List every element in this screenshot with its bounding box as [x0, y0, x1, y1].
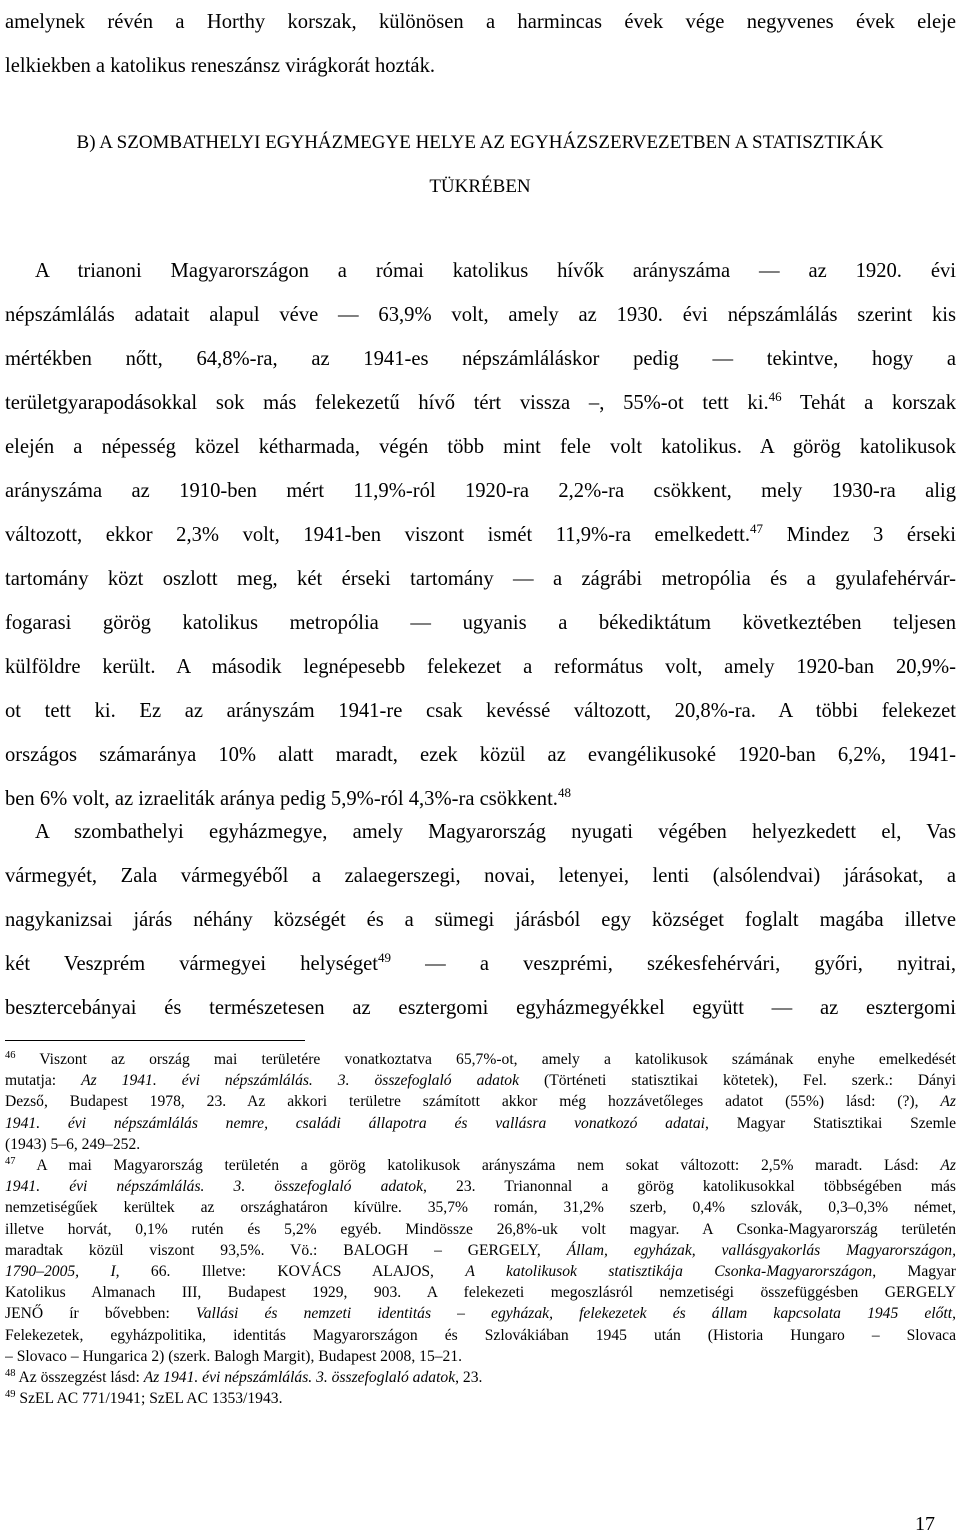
- text-span: Tehát a korszak: [781, 392, 956, 414]
- footnote-49: [5, 1388, 956, 1409]
- footnote-47: [5, 1155, 956, 1176]
- text-span: két Veszprém vármegyei helységet: [5, 953, 379, 975]
- text-span: JENŐ ír bővebben:: [5, 1305, 196, 1323]
- text-span: ,: [952, 1305, 956, 1323]
- text-line: elején a népesség közel kétharmada, végén több mint fele volt katolikus. A görög katolikusok: [5, 436, 956, 458]
- footnote-number: 48: [5, 1367, 16, 1379]
- footnotes: [5, 1049, 956, 1409]
- footnote-ref-46[interactable]: 46: [768, 389, 782, 405]
- citation-title: Az: [940, 1157, 956, 1175]
- footnote-ref-49[interactable]: 49: [378, 950, 392, 966]
- footnote-number: 47: [5, 1155, 16, 1167]
- text-line: A trianoni Magyarországon a római katolikus hívők arányszáma — az 1920. évi: [35, 260, 956, 282]
- footnote-ref-47[interactable]: 47: [750, 521, 764, 537]
- citation-title: A katolikusok statisztikája Csonka-Magyarországon: [465, 1263, 873, 1281]
- text-span: , Magyar: [872, 1263, 956, 1281]
- text-span: 66. Illetve: KOVÁCS ALAJOS,: [119, 1263, 466, 1281]
- paragraph-intro: [5, 0, 956, 88]
- paragraph-diocese: [5, 810, 956, 1030]
- page-number: 17: [915, 1513, 935, 1535]
- text-span: SzEL AC 771/1941; SzEL AC 1353/1943.: [15, 1390, 283, 1408]
- text-span: , Magyar Statisztikai Szemle: [705, 1114, 956, 1132]
- text-line: mértékben nőtt, 64,8%-ra, az 1941-es népszámláláskor pedig — tekintve, hogy a: [5, 348, 956, 370]
- text-span: — a veszprémi, székesfehérvári, győri, nyitrai,: [391, 953, 956, 975]
- text-span: , 23.: [455, 1369, 483, 1387]
- footnote-line: [5, 1176, 956, 1197]
- footnote-number: 46: [5, 1049, 16, 1061]
- text-span: mutatja:: [5, 1072, 82, 1090]
- footnote-48: [5, 1367, 956, 1388]
- text-line: amelynek révén a Horthy korszak, különösen a harmincas évek vége negyvenes évek eleje: [5, 11, 956, 33]
- text-span: A mai Magyarország területén a görög katolikusok arányszáma nem sokat változott: 2,5% maradt. Lásd:: [15, 1157, 941, 1175]
- footnote-line: – Slovaco – Hungarica 2) (szerk. Balogh Margit), Budapest 2008, 15–21.: [5, 1347, 463, 1365]
- footnote-line: Katolikus Almanach III, Budapest 1929, 903. A felekezeti megoszlásról nemzetiségi összefüggésben GERGELY: [5, 1284, 956, 1302]
- text-line: [5, 942, 956, 986]
- citation-title: 1941. évi népszámlálás. 3. összefoglaló adatok: [5, 1178, 424, 1196]
- citation-title: Az 1941. évi népszámlálás. 3. összefoglaló adatok: [81, 1072, 520, 1090]
- footnote-line: illetve horvát, 0,1% rutén és 5,2% egyéb. Mindössze 26,8%-uk volt magyar. A Csonka-Magyarország területén: [5, 1220, 956, 1238]
- text-line: országos számaránya 10% alatt maradt, ezek közül az evangélikusoké 1920-ban 6,2%, 1941-: [5, 744, 956, 766]
- text-line: fogarasi görög katolikus metropólia — ugyanis a békediktátum következtében teljesen: [5, 612, 956, 634]
- footnote-line: (1943) 5–6, 249–252.: [5, 1135, 141, 1153]
- citation-title: Állam, egyházak, vallásgyakorlás Magyarországon,: [566, 1241, 956, 1259]
- text-line: vármegyét, Zala vármegyéből a zalaegerszegi, novai, letenyei, lenti (alsólendvai) járásokat, a: [5, 865, 956, 887]
- footnote-line: [5, 1240, 956, 1261]
- citation-title: Vallási és nemzeti identitás – egyházak, felekezetek és állam kapcsolata 1945 előtt: [195, 1305, 953, 1323]
- text-span: Az összegzést lásd:: [15, 1369, 144, 1387]
- footnote-separator: [5, 1040, 305, 1041]
- footnote-line: [5, 1303, 956, 1324]
- text-span: Dezső, Budapest 1978, 23. Az akkori területre számított akkor még hozzávetőleges adatot (55%) lásd: (?),: [5, 1093, 941, 1111]
- text-line: tartomány közt oszlott meg, két érseki tartomány — a zágrábi metropólia és a gyulafehérvár-: [5, 568, 956, 590]
- text-span: Viszont az ország mai területére vonatkoztatva 65,7%-ot, amely a katolikusok számának enyhe emelkedését: [15, 1051, 956, 1068]
- footnote-46: [5, 1049, 956, 1070]
- text-span: , 23. Trianonnal a görög katolikusokkal többségében más: [423, 1178, 956, 1196]
- text-span: Mindez 3 érseki: [763, 524, 956, 546]
- text-line: A szombathelyi egyházmegye, amely Magyarország nyugati végében helyezkedett el, Vas: [35, 821, 956, 843]
- text-span: változott, ekkor 2,3% volt, 1941-ben viszont ismét 11,9%-ra emelkedett.: [5, 524, 751, 546]
- footnote-line: [5, 1070, 956, 1091]
- footnote-line: Felekezetek, egyházpolitika, identitás Magyarországon és Szlovákiában 1945 után (Historia Hungaro – Slovaca: [5, 1326, 956, 1344]
- citation-title: Az 1941. évi népszámlálás. 3. összefoglaló adatok: [143, 1369, 456, 1387]
- text-line: népszámlálás adatait alapul véve — 63,9% volt, amely az 1930. évi népszámlálás szerint kis: [5, 304, 956, 326]
- text-line: arányszáma az 1910-ben mért 11,9%-ról 1920-ra 2,2%-ra csökkent, mely 1930-ra alig: [5, 480, 956, 502]
- section-heading: B) A SZOMBATHELYI EGYHÁZMEGYE HELYE AZ EGYHÁZSZERVEZETBEN A STATISZTIKÁK: [76, 132, 884, 153]
- section-heading-cont: TÜKRÉBEN: [429, 176, 531, 197]
- text-span: maradtak közül viszont 93,5%. Vö.: BALOGH – GERGELY,: [5, 1241, 567, 1259]
- citation-title: 1941. évi népszámlálás nemre, családi állapotra és vallásra vonatkozó adatai: [5, 1114, 706, 1132]
- text-line: lelkiekben a katolikus reneszánsz virágkorát hozták.: [5, 55, 436, 77]
- footnote-ref-48[interactable]: 48: [557, 785, 571, 801]
- text-line: [5, 381, 956, 425]
- text-span: (Történeti statisztikai kötetek), Fel. szerk.: Dányi: [519, 1072, 956, 1090]
- footnote-line: [5, 1091, 956, 1112]
- citation-title: Az: [940, 1093, 956, 1111]
- footnote-line: nemzetiségűek kerültek az országhatáron kívülre. 35,7% román, 31,2% szerb, 0,4% szlovák, 0,3–0,3% német,: [5, 1199, 956, 1217]
- text-line: [5, 513, 956, 557]
- footnote-number: 49: [5, 1389, 16, 1401]
- paragraph-statistics: [5, 249, 956, 821]
- text-line: besztercebányai és természetesen az esztergomi egyházmegyékkel együtt — az esztergomi: [5, 997, 956, 1019]
- text-line: ot tett ki. Ez az arányszám 1941-re csak kevéssé változott, 20,8%-ra. A többi felekezet: [5, 700, 956, 722]
- text-line: külföldre került. A második legnépesebb felekezet a református volt, amely 1920-ban 20,9%-: [5, 656, 956, 678]
- citation-title: 1790–2005, I,: [5, 1263, 120, 1281]
- footnote-line: [5, 1113, 956, 1134]
- text-line: nagykanizsai járás néhány községét és a sümegi járásból egy községet foglalt magába illetve: [5, 909, 956, 931]
- footnote-line: [5, 1261, 956, 1282]
- text-span: ben 6% volt, az izraeliták aránya pedig 5,9%-ról 4,3%-ra csökkent.: [5, 788, 558, 810]
- text-span: területgyarapodásokkal sok más felekezetű hívő tért vissza –, 55%-ot tett ki.: [5, 392, 769, 414]
